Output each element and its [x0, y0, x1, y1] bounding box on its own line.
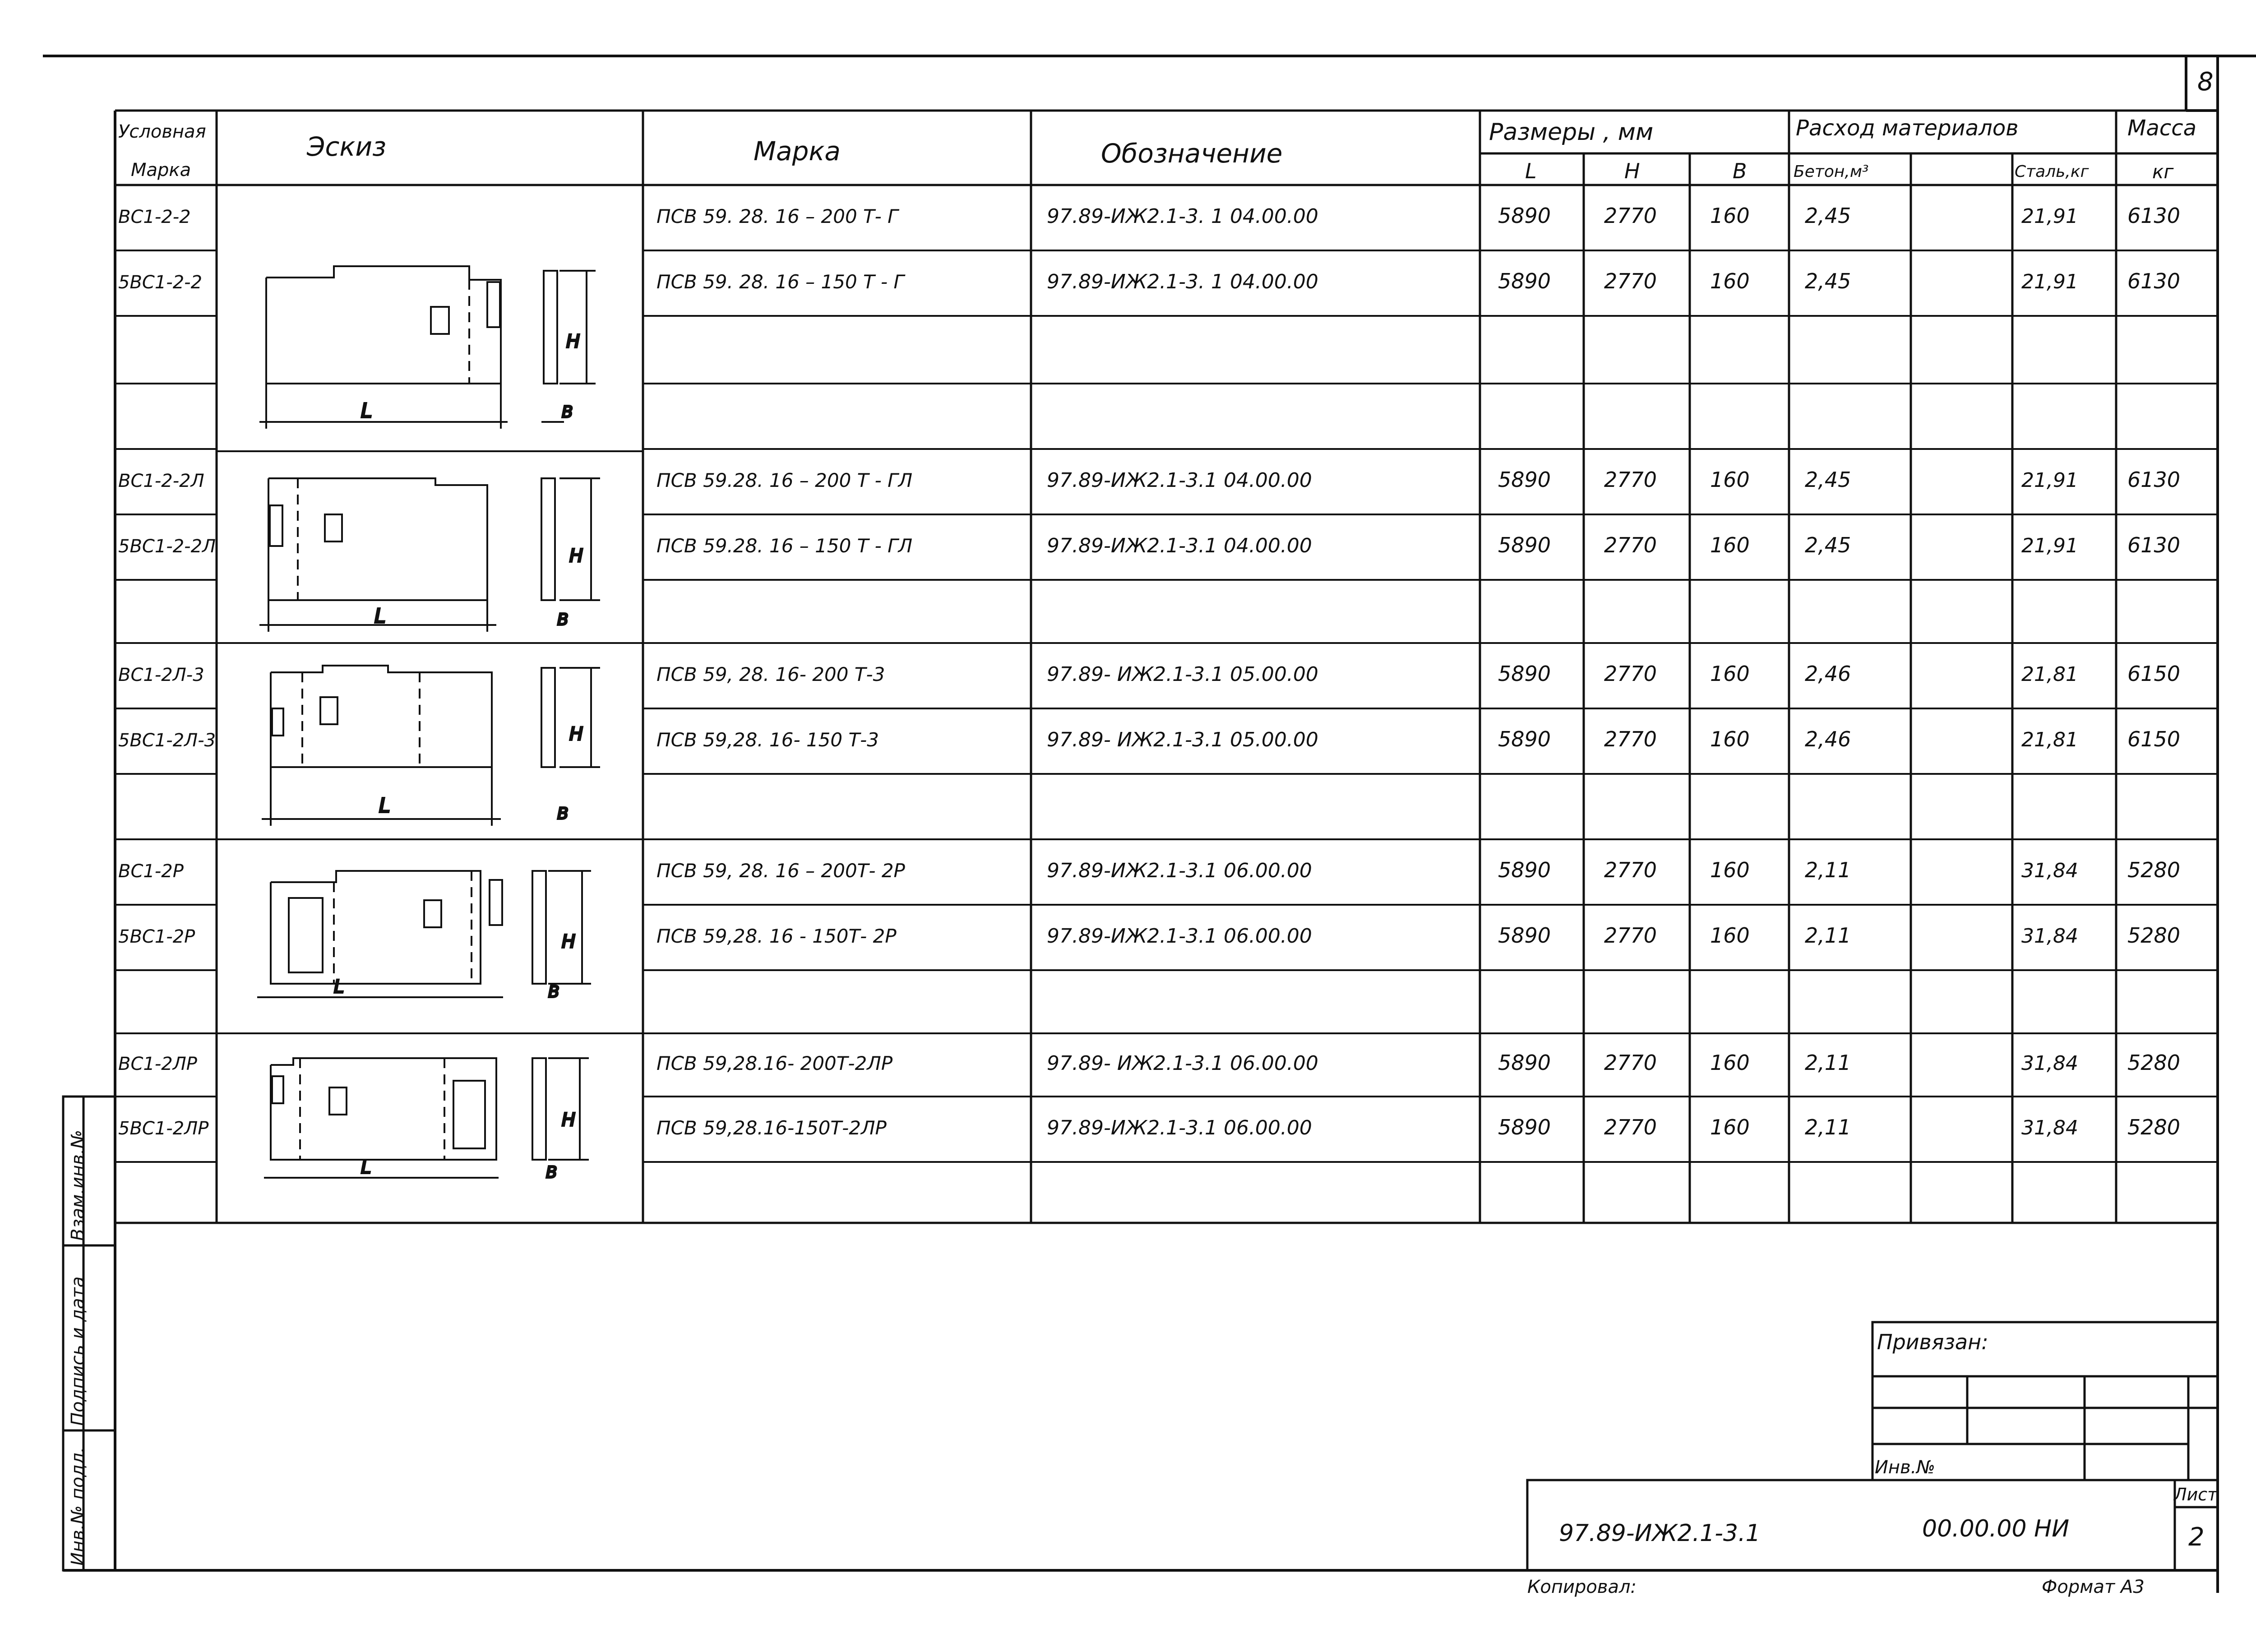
cell-stal: 31,84	[2021, 925, 2078, 948]
cell-B: 160	[1710, 467, 1750, 492]
cell-mark: ПСВ 59.28. 16 – 200 Т - ГЛ	[656, 469, 913, 492]
sketch2-label-l: L	[374, 605, 386, 628]
cell-mass: 6130	[2127, 533, 2181, 558]
sketch1-label-b: B	[562, 403, 573, 421]
cell-B: 160	[1710, 858, 1750, 883]
cell-stal: 21,81	[2021, 663, 2078, 686]
title-list-label: Лист	[2174, 1485, 2218, 1504]
cell-H: 2770	[1604, 923, 1657, 948]
format-label: Формат А3	[2042, 1577, 2145, 1597]
cell-B: 160	[1710, 533, 1750, 558]
cell-H: 2770	[1604, 533, 1657, 558]
sketch3-label-b: B	[557, 805, 569, 823]
cell-mark: ПСВ 59, 28. 16- 200 Т-3	[656, 663, 885, 686]
cell-L: 5890	[1498, 269, 1551, 294]
header-oboznachenie: Обозначение	[1101, 138, 1283, 169]
table-row	[118, 204, 2180, 228]
side-podpis-data: Подпись и дата	[68, 1276, 88, 1426]
cell-mark: ПСВ 59,28.16- 200Т-2ЛР	[656, 1052, 893, 1075]
cell-H: 2770	[1604, 467, 1657, 492]
sketch4-label-l: L	[334, 976, 344, 997]
header-stal: Сталь,кг	[2015, 162, 2089, 181]
sketches	[257, 266, 600, 1182]
cell-B: 160	[1710, 662, 1750, 686]
cell-cond: 5ВС1-2ЛР	[118, 1118, 209, 1139]
cell-mark: ПСВ 59. 28. 16 – 200 Т- Г	[656, 205, 898, 228]
row-separators	[115, 250, 2218, 1162]
cell-mass: 6130	[2127, 204, 2181, 228]
sketch-panel-gl	[259, 478, 600, 632]
cell-cond: ВС1-2-2Л	[118, 471, 204, 492]
cell-stal: 21,91	[2021, 534, 2078, 558]
cell-beton: 2,45	[1805, 467, 1851, 492]
table-header	[118, 116, 2196, 183]
header-massa-unit: кг	[2152, 161, 2174, 183]
cell-L: 5890	[1498, 923, 1551, 948]
cell-mark: ПСВ 59, 28. 16 – 200Т- 2Р	[656, 860, 905, 882]
cell-mark: ПСВ 59. 28. 16 – 150 Т - Г	[656, 271, 904, 293]
cell-mark: ПСВ 59.28. 16 – 150 Т - ГЛ	[656, 535, 913, 557]
cell-B: 160	[1710, 923, 1750, 948]
cell-stal: 31,84	[2021, 1052, 2078, 1075]
header-razmery-l: L	[1525, 159, 1537, 183]
cell-cond: 5ВС1-2-2	[118, 272, 203, 293]
sketch5-label-l: L	[361, 1157, 371, 1178]
side-inv-podl: Инв.№ подл.	[68, 1447, 88, 1566]
title-inv-no: Инв.№	[1875, 1457, 1935, 1478]
cell-mass: 6150	[2127, 727, 2181, 752]
cell-H: 2770	[1604, 1115, 1657, 1140]
cell-mass: 5280	[2127, 923, 2181, 948]
sketch5-label-h: H	[562, 1110, 576, 1130]
title-code: 97.89-ИЖ2.1-3.1	[1559, 1520, 1761, 1547]
cell-L: 5890	[1498, 467, 1551, 492]
cell-stal: 21,91	[2021, 469, 2078, 492]
cell-beton: 2,45	[1805, 269, 1851, 294]
cell-B: 160	[1710, 269, 1750, 294]
cell-mark: ПСВ 59,28.16-150Т-2ЛР	[656, 1117, 887, 1139]
cell-cond: ВС1-2Р	[118, 861, 184, 882]
cell-cond: 5ВС1-2Р	[118, 926, 195, 948]
cell-cond: ВС1-2ЛР	[118, 1054, 197, 1075]
header-eskiz: Эскиз	[307, 131, 386, 162]
copied-by-label: Копировал:	[1527, 1577, 1637, 1597]
cell-beton: 2,11	[1805, 1115, 1851, 1140]
cell-desig: 97.89- ИЖ2.1-3.1 06.00.00	[1047, 1052, 1318, 1075]
cell-H: 2770	[1604, 858, 1657, 883]
cell-mass: 6150	[2127, 662, 2181, 686]
cell-beton: 2,46	[1805, 727, 1851, 752]
cell-desig: 97.89-ИЖ2.1-3.1 04.00.00	[1047, 534, 1312, 558]
sketch4-label-b: B	[548, 983, 559, 1001]
cell-L: 5890	[1498, 858, 1551, 883]
sketch-panel-2lr	[264, 1058, 589, 1178]
sketch1-label-h: H	[566, 331, 580, 352]
sketch1-label-l: L	[361, 399, 372, 422]
cell-desig: 97.89- ИЖ2.1-3.1 05.00.00	[1047, 728, 1318, 752]
table-row	[118, 467, 2180, 492]
cell-cond: ВС1-2-2	[118, 207, 191, 228]
cell-cond: ВС1-2Л-3	[118, 665, 204, 686]
cell-beton: 2,11	[1805, 1050, 1851, 1075]
header-raskhod: Расход материалов	[1796, 116, 2019, 141]
cell-B: 160	[1710, 204, 1750, 228]
title-privyazan: Привязан:	[1877, 1330, 1988, 1354]
sketch3-label-h: H	[569, 724, 583, 745]
cell-B: 160	[1710, 1115, 1750, 1140]
header-razmery: Размеры , мм	[1489, 119, 1654, 146]
sketch3-label-l: L	[379, 794, 390, 817]
cell-L: 5890	[1498, 204, 1551, 228]
cell-H: 2770	[1604, 269, 1657, 294]
cell-beton: 2,11	[1805, 923, 1851, 948]
header-uslovnaya-line2: Марка	[131, 160, 191, 180]
sheet-corner-number: 8	[2197, 67, 2214, 97]
sketch-panel-3	[262, 666, 600, 826]
table-row	[118, 533, 2180, 557]
cell-stal: 31,84	[2021, 859, 2078, 883]
table-row	[118, 662, 2180, 686]
cell-L: 5890	[1498, 1115, 1551, 1140]
cell-stal: 31,84	[2021, 1116, 2078, 1140]
cell-H: 2770	[1604, 204, 1657, 228]
sketch2-label-b: B	[557, 611, 569, 629]
cell-L: 5890	[1498, 533, 1551, 558]
cell-desig: 97.89-ИЖ2.1-3.1 06.00.00	[1047, 925, 1312, 948]
cell-mass: 6130	[2127, 269, 2181, 294]
header-uslovnaya-line1: Условная	[118, 121, 206, 142]
header-beton: Бетон,м³	[1794, 162, 1869, 181]
header-razmery-b: B	[1733, 159, 1747, 183]
sketch4-label-h: H	[562, 931, 576, 952]
header-razmery-h: H	[1624, 159, 1640, 183]
cell-L: 5890	[1498, 727, 1551, 752]
table-row	[118, 1115, 2180, 1139]
cell-mark: ПСВ 59,28. 16 - 150Т- 2Р	[656, 925, 897, 948]
table-row	[118, 727, 2180, 751]
cell-stal: 21,81	[2021, 728, 2078, 752]
cell-mass: 5280	[2127, 1050, 2181, 1075]
cell-L: 5890	[1498, 662, 1551, 686]
cell-desig: 97.89- ИЖ2.1-3.1 05.00.00	[1047, 663, 1318, 686]
sketch-panel-g	[259, 266, 596, 429]
cell-desig: 97.89-ИЖ2.1-3.1 06.00.00	[1047, 859, 1312, 883]
cell-beton: 2,46	[1805, 662, 1851, 686]
cell-beton: 2,11	[1805, 858, 1851, 883]
cell-mark: ПСВ 59,28. 16- 150 Т-3	[656, 729, 879, 751]
cell-B: 160	[1710, 727, 1750, 752]
cell-stal: 21,91	[2021, 205, 2078, 228]
cell-desig: 97.89-ИЖ2.1-3.1 06.00.00	[1047, 1116, 1312, 1140]
cell-desig: 97.89-ИЖ2.1-3. 1 04.00.00	[1047, 205, 1318, 228]
cell-beton: 2,45	[1805, 204, 1851, 228]
cell-stal: 21,91	[2021, 270, 2078, 294]
cell-cond: 5ВС1-2-2Л	[118, 536, 216, 557]
cell-cond: 5ВС1-2Л-3	[118, 730, 216, 751]
cell-desig: 97.89-ИЖ2.1-3.1 04.00.00	[1047, 469, 1312, 492]
cell-mass: 6130	[2127, 467, 2181, 492]
sketch2-label-h: H	[569, 546, 583, 566]
sketch-panel-2r	[257, 871, 591, 997]
title-doc-code: 00.00.00 НИ	[1922, 1515, 2070, 1542]
table-row	[118, 1050, 2180, 1075]
cell-L: 5890	[1498, 1050, 1551, 1075]
cell-desig: 97.89-ИЖ2.1-3. 1 04.00.00	[1047, 270, 1318, 294]
cell-mass: 5280	[2127, 858, 2181, 883]
cell-mass: 5280	[2127, 1115, 2181, 1140]
table-row	[118, 269, 2180, 293]
cell-H: 2770	[1604, 727, 1657, 752]
header-massa: Масса	[2127, 116, 2197, 141]
header-marka: Марка	[754, 136, 841, 167]
cell-beton: 2,45	[1805, 533, 1851, 558]
cell-H: 2770	[1604, 662, 1657, 686]
cell-H: 2770	[1604, 1050, 1657, 1075]
sketch5-label-b: B	[546, 1163, 557, 1182]
cell-B: 160	[1710, 1050, 1750, 1075]
side-vzam-inv: Взам.инв.№	[68, 1129, 88, 1241]
title-list-number: 2	[2188, 1522, 2205, 1552]
